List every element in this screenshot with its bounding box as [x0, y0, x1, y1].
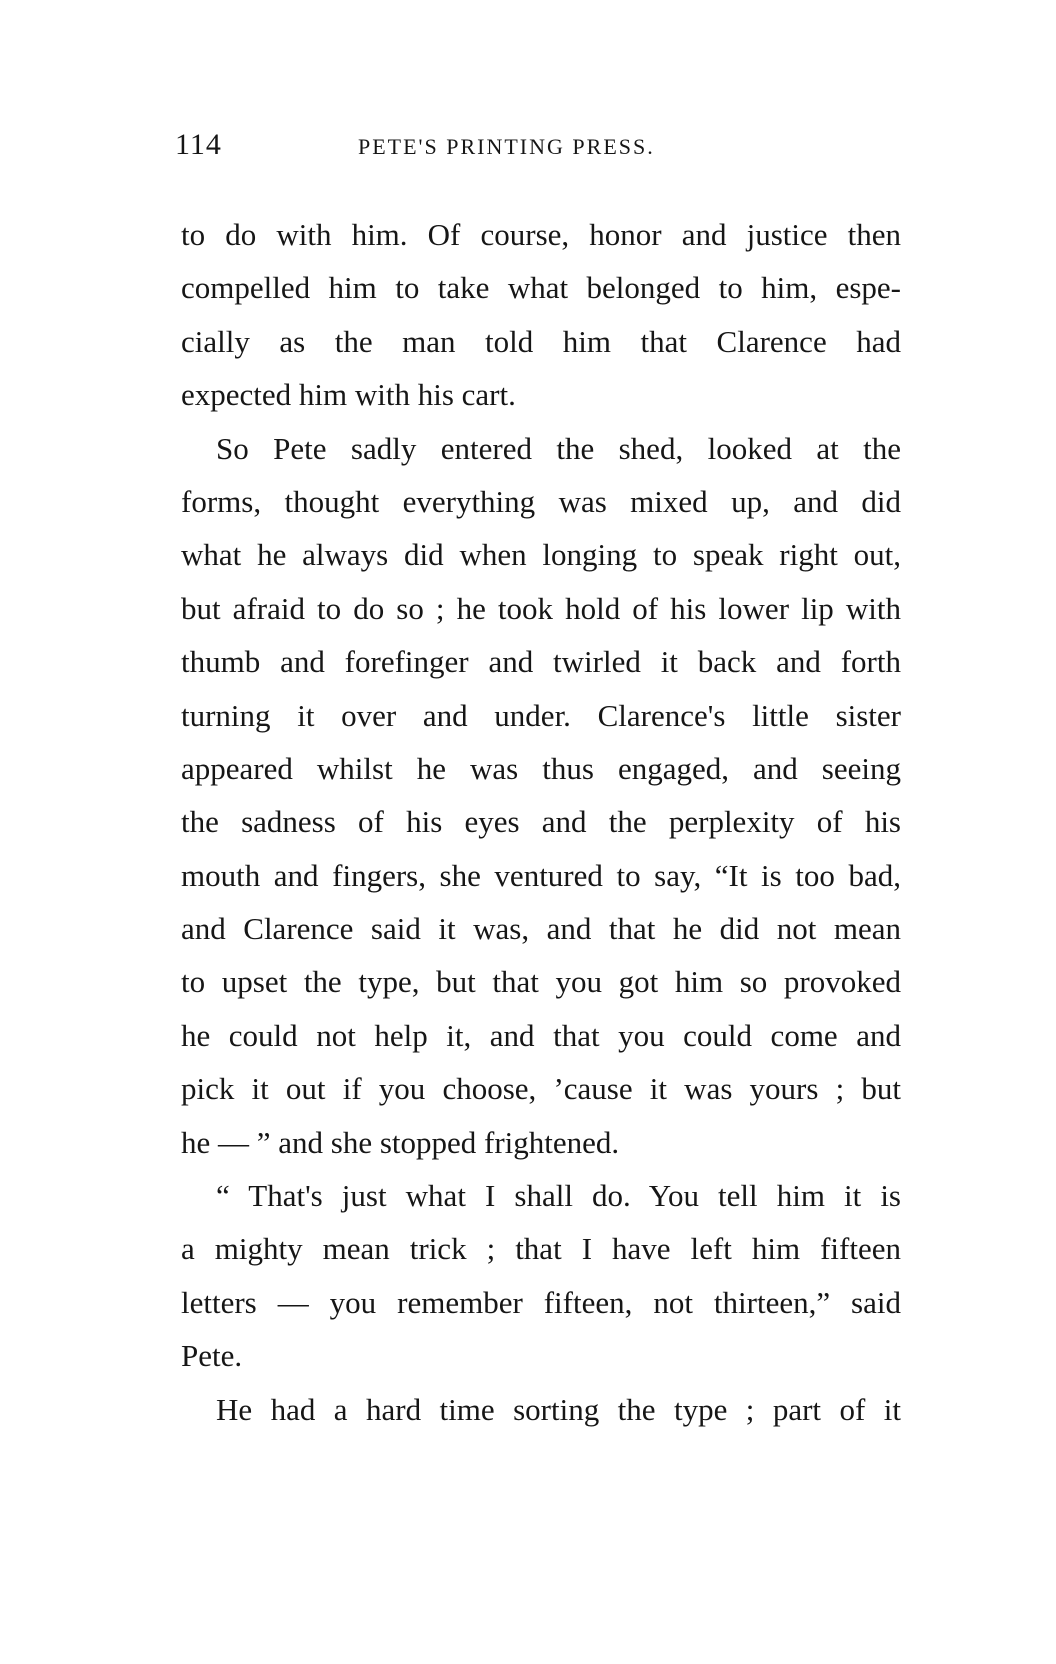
text-line: cially as the man told him that Clarence had	[181, 323, 901, 359]
running-header	[175, 128, 735, 168]
text-line: the sadness of his eyes and the perplexity of his	[181, 804, 901, 840]
text-line: he — ” and she stopped frightened.	[181, 1124, 620, 1160]
text-line: compelled him to take what belonged to him, espe-	[181, 270, 901, 306]
text-line: and Clarence said it was, and that he did not mean	[181, 911, 901, 947]
text-line: what he always did when longing to speak right out,	[181, 537, 901, 573]
text-line: mouth and fingers, she ventured to say, “It is too bad,	[181, 857, 901, 893]
page-number: 114	[175, 128, 222, 161]
text-line: “ That's just what I shall do. You tell him it is	[216, 1178, 901, 1214]
body-text	[181, 208, 901, 1436]
text-line: letters — you remember fifteen, not thirteen,” said	[181, 1284, 901, 1320]
text-line: pick it out if you choose, ’cause it was yours ; but	[181, 1071, 901, 1107]
text-line: He had a hard time sorting the type ; part of it	[216, 1391, 901, 1427]
text-line: appeared whilst he was thus engaged, and seeing	[181, 750, 901, 786]
text-line: but afraid to do so ; he took hold of his lower lip with	[181, 590, 901, 626]
text-line: So Pete sadly entered the shed, looked at the	[216, 430, 901, 466]
running-title: PETE'S PRINTING PRESS.	[358, 134, 655, 159]
text-line: he could not help it, and that you could come and	[181, 1017, 901, 1053]
text-line: to upset the type, but that you got him so provoked	[181, 964, 901, 1000]
text-line: thumb and forefinger and twirled it back and forth	[181, 644, 901, 680]
text-line: turning it over and under. Clarence's little sister	[181, 697, 901, 733]
text-line: a mighty mean trick ; that I have left him fifteen	[181, 1231, 901, 1267]
text-line: Pete.	[181, 1338, 243, 1374]
text-line: forms, thought everything was mixed up, and did	[181, 483, 901, 519]
text-line: to do with him. Of course, honor and justice then	[181, 217, 901, 252]
text-line: expected him with his cart.	[181, 377, 516, 413]
